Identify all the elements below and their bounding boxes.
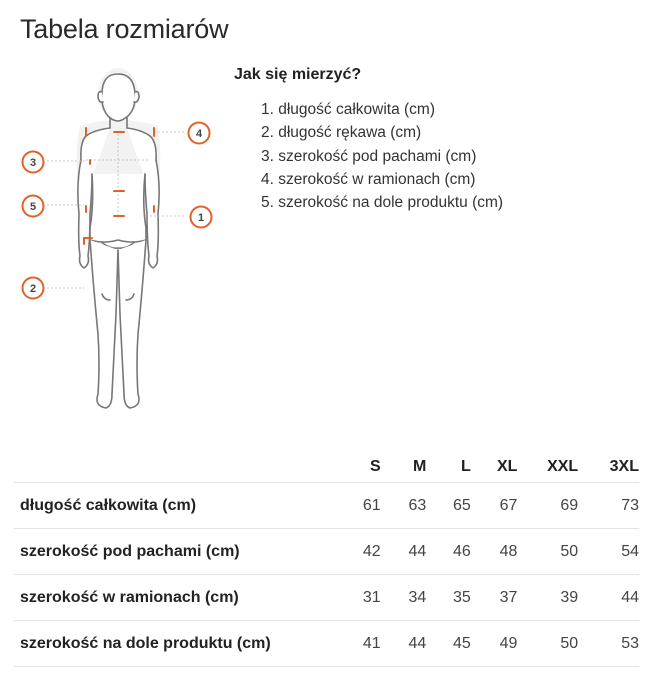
table-cell: 41 [328, 621, 381, 667]
table-cell: 42 [328, 529, 381, 575]
table-cell: 50 [517, 529, 578, 575]
table-row [14, 483, 639, 529]
measurement-item: 1. długość całkowita (cm) [261, 101, 436, 118]
body-measurement-figure [14, 64, 224, 424]
row-label: długość całkowita (cm) [14, 483, 328, 529]
marker-3-icon [23, 152, 44, 173]
measurement-item: 4. szerokość w ramionach (cm) [261, 170, 476, 188]
header-size-l: L [461, 458, 471, 475]
marker-1-icon [191, 207, 212, 228]
marker-4-label: 4 [195, 128, 203, 140]
table-cell: 39 [517, 575, 578, 621]
header-size-xxl: XXL [547, 458, 579, 475]
table-cell: 54 [578, 529, 639, 575]
row-label: szerokość pod pachami (cm) [14, 529, 328, 575]
header-size-3xl: 3XL [609, 458, 639, 475]
measurement-item: 3. szerokość pod pachami (cm) [261, 147, 477, 165]
row-label: szerokość na dole produktu (cm) [14, 621, 328, 667]
marker-5-label: 5 [29, 201, 37, 213]
header-size-m: M [412, 458, 427, 475]
guide-heading: Jak się mierzyć? [234, 66, 362, 83]
table-cell: 35 [426, 575, 471, 621]
table-cell: 44 [381, 621, 427, 667]
table-cell: 61 [328, 483, 381, 529]
table-cell: 63 [381, 483, 427, 529]
row-label: szerokość w ramionach (cm) [14, 575, 328, 621]
table-cell: 48 [471, 529, 518, 575]
marker-2-icon [23, 278, 44, 299]
size-header-row [14, 452, 639, 483]
measurement-guide [234, 66, 503, 214]
table-cell: 44 [381, 529, 427, 575]
table-cell: 65 [426, 483, 471, 529]
header-size-xl: XL [496, 458, 518, 475]
header-size-s: S [370, 458, 381, 475]
header-empty-cell [14, 452, 328, 483]
table-cell: 49 [471, 621, 518, 667]
marker-2-label: 2 [29, 283, 37, 295]
marker-4-icon [189, 123, 210, 144]
table-cell: 46 [426, 529, 471, 575]
marker-5-icon [23, 196, 44, 217]
table-row [14, 621, 639, 667]
marker-1-label: 1 [197, 212, 205, 224]
table-cell: 45 [426, 621, 471, 667]
table-cell: 69 [517, 483, 578, 529]
measurement-list [234, 98, 503, 214]
table-row [14, 575, 639, 621]
table-cell: 37 [471, 575, 518, 621]
table-cell: 31 [328, 575, 381, 621]
table-cell: 67 [471, 483, 518, 529]
table-cell: 34 [381, 575, 427, 621]
table-row [14, 529, 639, 575]
measurement-markers [14, 64, 224, 424]
measurement-item: 5. szerokość na dole produktu (cm) [261, 194, 504, 212]
table-cell: 50 [517, 621, 578, 667]
measurement-item: 2. długość rękawa (cm) [261, 124, 422, 142]
page-title: Tabela rozmiarów [20, 14, 229, 44]
size-table [14, 452, 639, 667]
table-cell: 73 [578, 483, 639, 529]
table-cell: 53 [578, 621, 639, 667]
table-cell: 44 [578, 575, 639, 621]
marker-3-label: 3 [29, 157, 37, 169]
